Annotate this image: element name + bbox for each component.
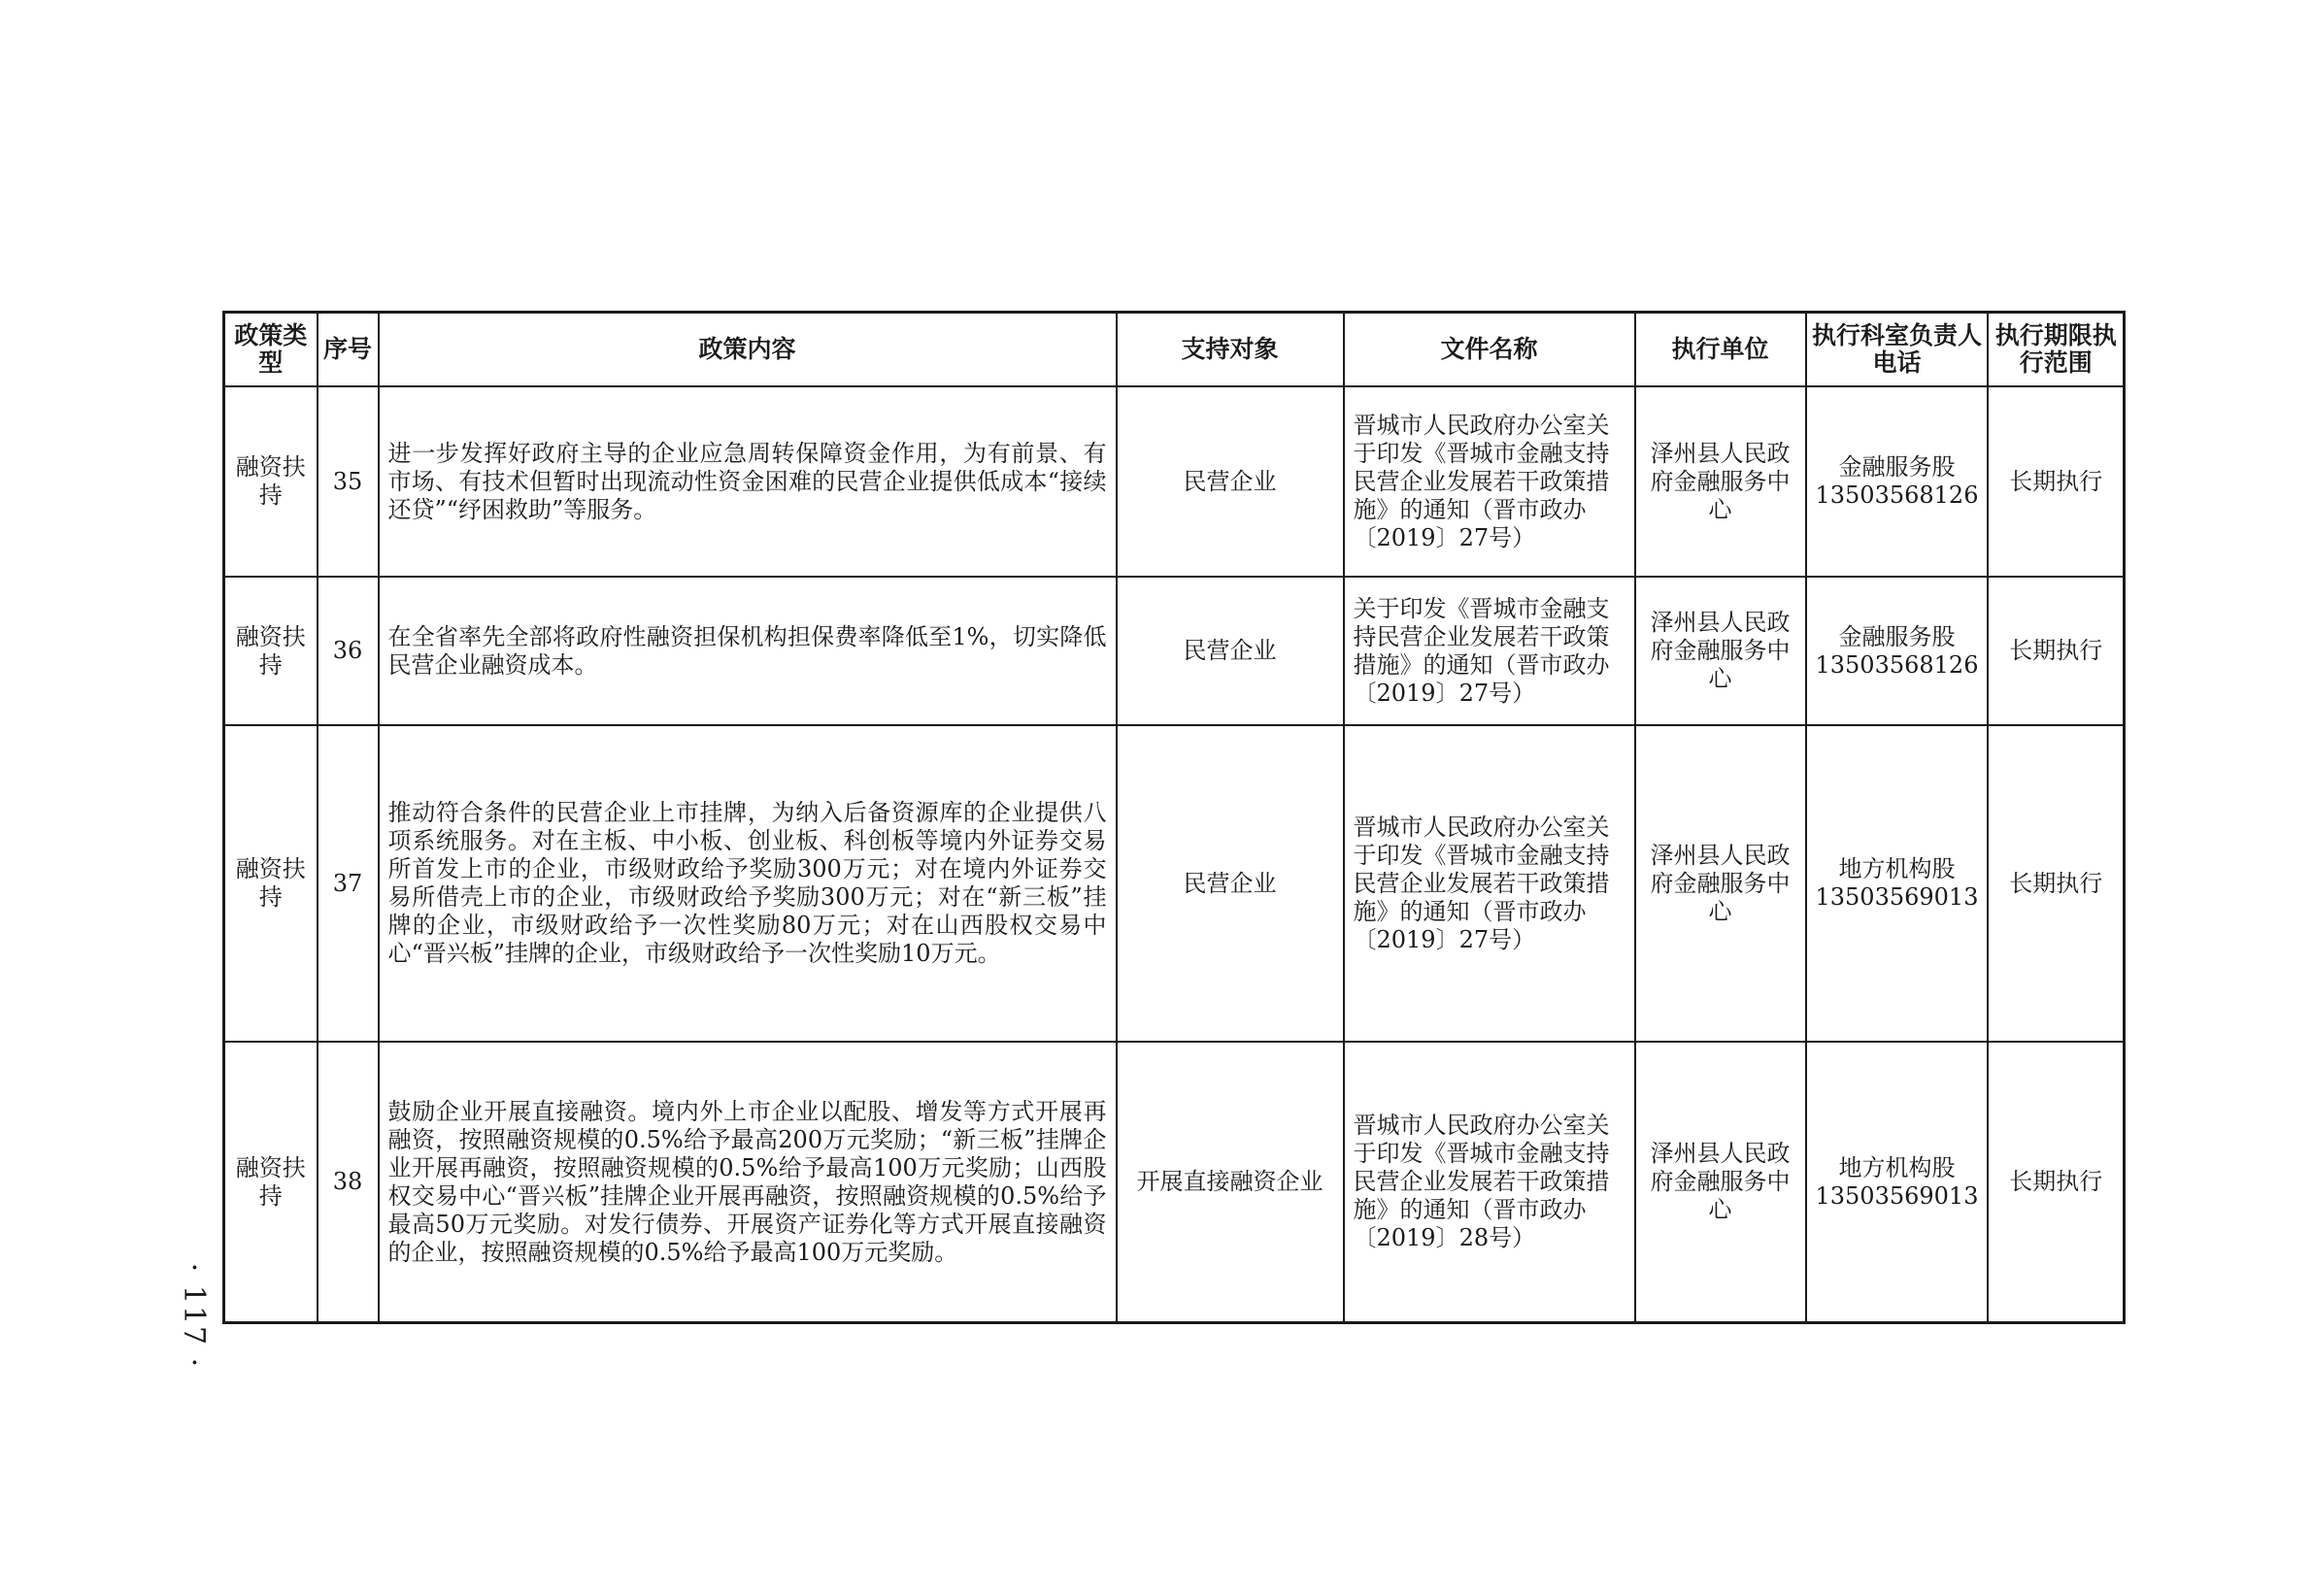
header-unit: 执行单位 <box>1635 313 1806 387</box>
cell-policy-content: 鼓励企业开展直接融资。境内外上市企业以配股、增发等方式开展再融资，按照融资规模的0.5%给予最高200万元奖励；“新三板”挂牌企业开展再融资，按照融资规模的0.5%给予最高100万元奖励；山西股权交易中心“晋兴板”挂牌企业开展再融资，按照融资规模的0.5%给予最高50万元奖励。对发行债券、开展资产证券化等方式开展直接融资的企业，按照融资规模的0.5%给予最高100万元奖励。 <box>379 1042 1117 1323</box>
cell-index: 35 <box>318 386 379 577</box>
table-header-row <box>224 313 2125 387</box>
cell-policy-content: 推动符合条件的民营企业上市挂牌，为纳入后备资源库的企业提供八项系统服务。对在主板、中小板、创业板、科创板等境内外证券交易所首发上市的企业，市级财政给予奖励300万元；对在境内外证券交易所借壳上市的企业，市级财政给予奖励300万元；对在“新三板”挂牌的企业，市级财政给予一次性奖励80万元；对在山西股权交易中心“晋兴板”挂牌的企业，市级财政给予一次性奖励10万元。 <box>379 725 1117 1042</box>
cell-dept-contact <box>1806 386 1989 577</box>
cell-executing-unit: 泽州县人民政府金融服务中心 <box>1635 386 1806 577</box>
cell-policy-content: 在全省率先全部将政府性融资担保机构担保费率降低至1%，切实降低民营企业融资成本。 <box>379 577 1117 725</box>
page-number <box>155 1262 233 1369</box>
header-index: 序号 <box>318 313 379 387</box>
cell-support-target: 民营企业 <box>1117 577 1344 725</box>
dept-phone: 13503569013 <box>1815 1181 1979 1210</box>
dept-phone: 13503568126 <box>1815 482 1979 509</box>
header-target: 支持对象 <box>1117 313 1344 387</box>
header-document: 文件名称 <box>1344 313 1635 387</box>
cell-index: 38 <box>318 1042 379 1323</box>
dept-name: 地方机构股 <box>1838 855 1956 882</box>
header-dept: 执行科室负责人电话 <box>1806 313 1989 387</box>
cell-policy-content: 进一步发挥好政府主导的企业应急周转保障资金作用，为有前景、有市场、有技术但暂时出现流动性资金困难的民营企业提供低成本“接续还贷”“纾困救助”等服务。 <box>379 386 1117 577</box>
cell-period: 长期执行 <box>1988 386 2124 577</box>
policy-table <box>222 311 2126 1324</box>
cell-executing-unit: 泽州县人民政府金融服务中心 <box>1635 725 1806 1042</box>
header-content: 政策内容 <box>379 313 1117 387</box>
cell-dept-contact <box>1806 725 1989 1042</box>
table-row <box>224 386 2125 577</box>
cell-document-name: 晋城市人民政府办公室关于印发《晋城市金融支持民营企业发展若干政策措施》的通知（晋市政办〔2019〕27号） <box>1344 386 1635 577</box>
cell-document-name: 晋城市人民政府办公室关于印发《晋城市金融支持民营企业发展若干政策措施》的通知（晋市政办〔2019〕27号） <box>1344 725 1635 1042</box>
cell-support-target: 开展直接融资企业 <box>1117 1042 1344 1323</box>
cell-support-target: 民营企业 <box>1117 386 1344 577</box>
cell-policy-type: 融资扶持 <box>224 386 318 577</box>
table-row <box>224 725 2125 1042</box>
cell-executing-unit: 泽州县人民政府金融服务中心 <box>1635 577 1806 725</box>
dept-name: 金融服务股 <box>1838 453 1956 481</box>
cell-support-target: 民营企业 <box>1117 725 1344 1042</box>
cell-dept-contact <box>1806 1042 1989 1323</box>
cell-policy-type: 融资扶持 <box>224 725 318 1042</box>
cell-period: 长期执行 <box>1988 1042 2124 1323</box>
cell-document-name: 晋城市人民政府办公室关于印发《晋城市金融支持民营企业发展若干政策措施》的通知（晋市政办〔2019〕28号） <box>1344 1042 1635 1323</box>
table-row <box>224 1042 2125 1323</box>
dept-name: 金融服务股 <box>1838 622 1956 650</box>
dept-phone: 13503569013 <box>1815 883 1979 911</box>
cell-document-name: 关于印发《晋城市金融支持民营企业发展若干政策措施》的通知（晋市政办〔2019〕27号） <box>1344 577 1635 725</box>
page-number-text: · 117 · <box>177 1262 212 1369</box>
cell-executing-unit: 泽州县人民政府金融服务中心 <box>1635 1042 1806 1323</box>
cell-index: 36 <box>318 577 379 725</box>
cell-period: 长期执行 <box>1988 577 2124 725</box>
cell-policy-type: 融资扶持 <box>224 1042 318 1323</box>
cell-period: 长期执行 <box>1988 725 2124 1042</box>
cell-dept-contact <box>1806 577 1989 725</box>
header-period: 执行期限执行范围 <box>1988 313 2124 387</box>
header-type: 政策类型 <box>224 313 318 387</box>
dept-name: 地方机构股 <box>1838 1153 1956 1181</box>
cell-policy-type: 融资扶持 <box>224 577 318 725</box>
dept-phone: 13503568126 <box>1815 650 1979 679</box>
cell-index: 37 <box>318 725 379 1042</box>
table-row <box>224 577 2125 725</box>
